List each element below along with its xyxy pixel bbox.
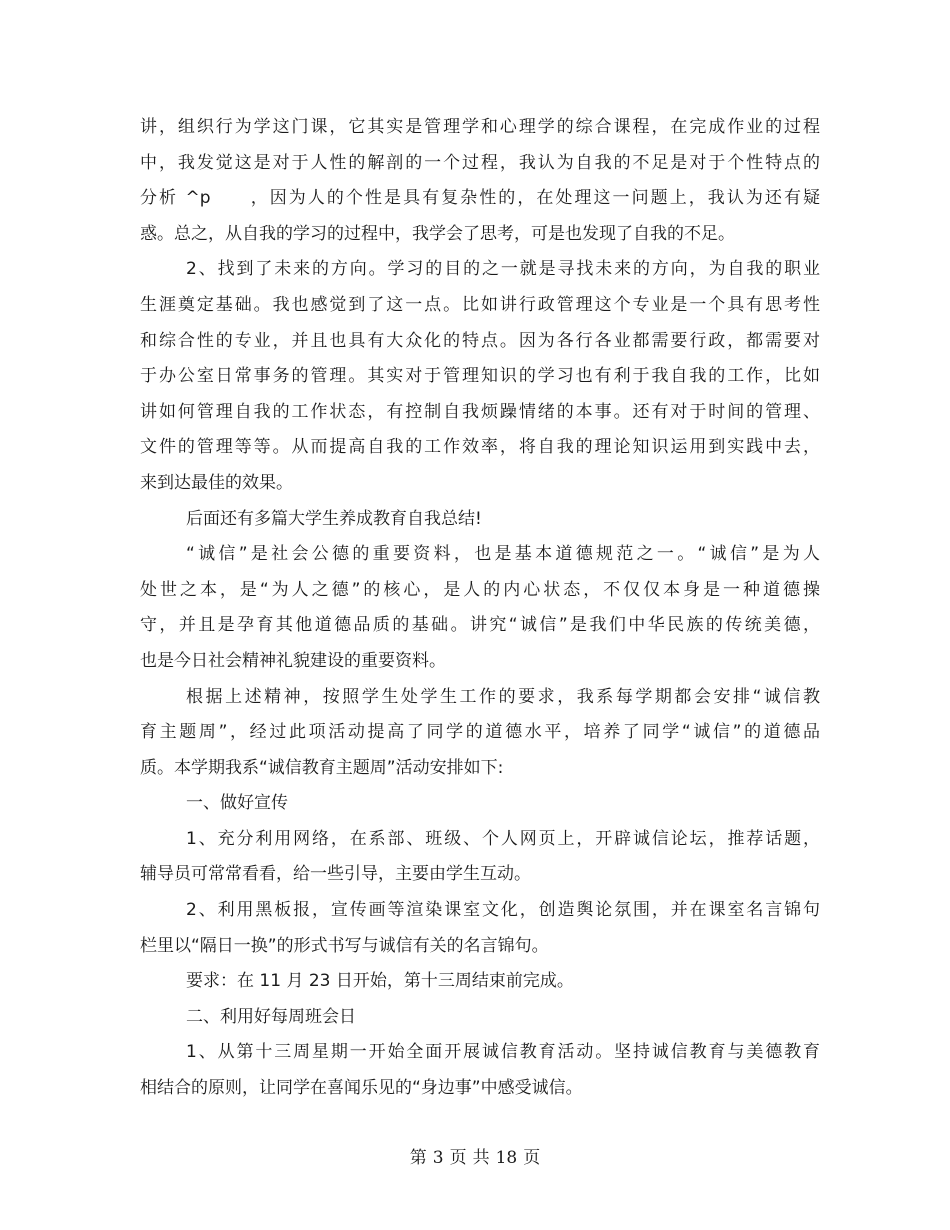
text-line: 处世之本，是“为人之德”的核心，是人的内心状态，不仅仅本身是一种道德操 [140,579,820,600]
text-line: 1、充分利用网络，在系部、班级、个人网页上，开辟诚信论坛，推荐话题， [186,828,820,849]
text-line: 1、从第十三周星期一开始全面开展诚信教育活动。坚持诚信教育与美德教育 [186,1042,820,1063]
footer-page-total: 18 [495,1148,518,1168]
text-line: 质。本学期我系“诚信教育主题周”活动安排如下: [140,757,504,778]
text-line: 相结合的原则，让同学在喜闻乐见的“身边事”中感受诚信。 [140,1078,583,1099]
text-line: 后面还有多篇大学生养成教育自我总结! [186,508,482,529]
page-footer [0,1146,950,1170]
text-line: 育主题周”，经过此项活动提高了同学的道德水平，培养了同学“诚信”的道德品 [140,722,820,743]
text-line: 2、利用黑板报，宣传画等渲染课室文化，创造舆论氛围，并在课室名言锦句 [186,900,820,921]
text-line: 讲，组织行为学这门课，它其实是管理学和心理学的综合课程，在完成作业的过程 [140,117,820,137]
footer-page-current: 3 [432,1148,444,1168]
footer-prefix: 第 [409,1148,427,1168]
text-line: 栏里以“隔日一换”的形式书写与诚信有关的名言锦句。 [140,935,549,956]
text-line: 要求：在 11 月 23 日开始，第十三周结束前完成。 [186,971,574,992]
text-line: 和综合性的专业，并且也具有大众化的特点。因为各行各业都需要行政，都需要对 [140,330,820,351]
text-line: 也是今日社会精神礼貌建设的重要资料。 [140,650,446,671]
footer-page-word: 页 [449,1148,467,1168]
text-line: 讲如何管理自我的工作状态，有控制自我烦躁情绪的本事。还有对于时间的管理、 [140,401,820,422]
document-body [140,110,820,1107]
text-line: 来到达最佳的效果。 [140,472,293,493]
text-line: 于办公室日常事务的管理。其实对于管理知识的学习也有利于我自我的工作，比如 [140,366,820,387]
text-line: 二、利用好每周班会日 [186,1006,356,1027]
text-line: 中，我发觉这是对于人性的解剖的一个过程，我认为自我的不足是对于个性特点的 [140,152,820,173]
footer-total-word: 共 [472,1148,490,1168]
text-line: 根据上述精神，按照学生处学生工作的要求，我系每学期都会安排“诚信教 [186,686,820,707]
text-line: “诚信”是社会公德的重要资料，也是基本道德规范之一。“诚信”是为人 [186,544,820,565]
text-line: 惑。总之，从自我的学习的过程中，我学会了思考，可是也发现了自我的不足。 [140,223,735,244]
text-line: 生涯奠定基础。我也感觉到了这一点。比如讲行政管理这个专业是一个具有思考性 [140,294,820,315]
text-line: 一、做好宣传 [186,793,288,814]
text-line: 辅导员可常常看看，给一些引导，主要由学生互动。 [140,864,531,885]
text-line: 守，并且是孕育其他道德品质的基础。讲究“诚信”是我们中华民族的传统美德， [140,615,820,636]
text-line: 2、找到了未来的方向。学习的目的之一就是寻找未来的方向，为自我的职业 [186,259,820,280]
text-line: 文件的管理等等。从而提高自我的工作效率，将自我的理论知识运用到实践中去， [140,437,820,458]
text-line: 分析 ^p ，因为人的个性是具有复杂性的，在处理这一问题上，我认为还有疑 [140,188,820,209]
footer-suffix: 页 [523,1148,541,1168]
